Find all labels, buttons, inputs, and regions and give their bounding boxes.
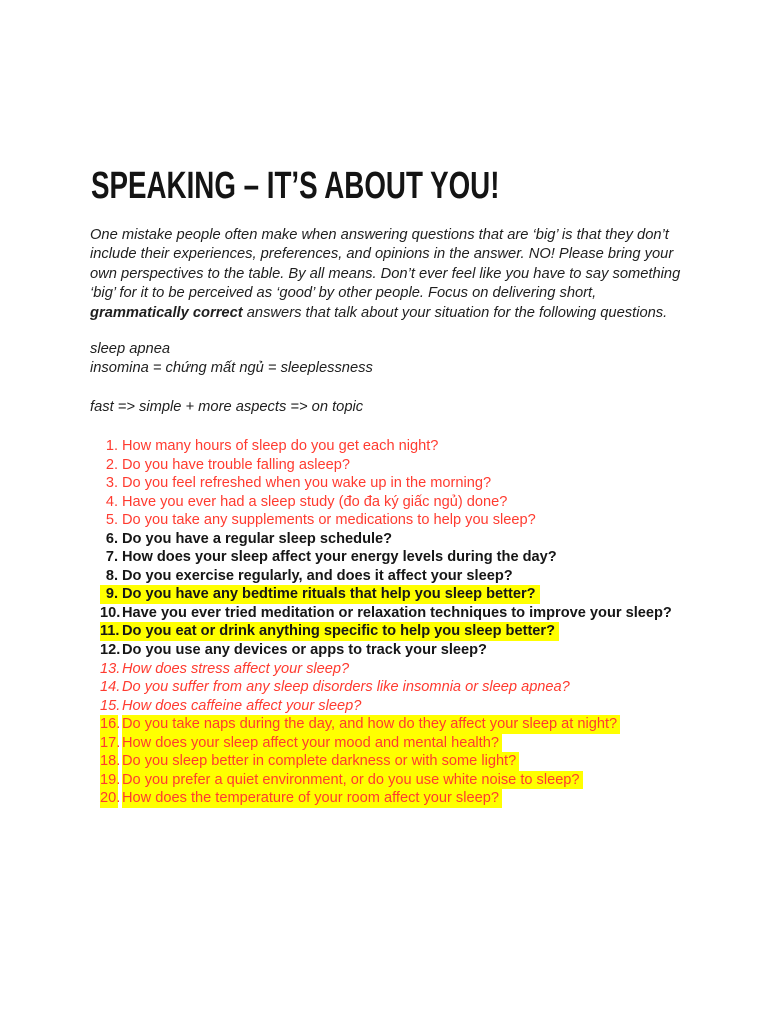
question-item (100, 511, 672, 530)
question-item (100, 715, 672, 734)
question-number: 15. (100, 697, 121, 714)
question-text: How does stress affect your sleep? (122, 660, 350, 677)
question-item (100, 585, 672, 604)
intro-text-before: One mistake people often make when answering questions that are ‘big’ is that they don’t include their experiences, preferences, and opinions in the answer. NO! Please bring your own perspectives to the table. By all means. Don’t ever feel like you have to say something ‘big’ for it to be perceived as ‘good’ by other people. Focus on delivering short, (90, 227, 681, 302)
question-number: 18. (100, 753, 121, 770)
question-text: How does your sleep affect your mood and mental health? (122, 734, 502, 753)
question-number: 2. (105, 456, 118, 473)
question-item (100, 697, 672, 716)
question-item (100, 734, 672, 753)
question-number: 10. (100, 604, 121, 621)
question-item (100, 604, 672, 623)
question-text: Do you prefer a quiet environment, or do you use white noise to sleep? (122, 771, 583, 790)
intro-paragraph (90, 226, 686, 323)
question-text: How does the temperature of your room affect your sleep? (122, 789, 502, 808)
question-item (100, 530, 672, 549)
strategy-note: fast => simple + more aspects => on topic (90, 399, 364, 415)
question-text: Do you sleep better in complete darkness or with some light? (122, 752, 519, 771)
question-number: 4. (105, 493, 118, 510)
question-item (100, 567, 672, 586)
highlight-band (100, 585, 540, 604)
question-number: 9. (105, 586, 118, 603)
question-item (100, 437, 672, 456)
question-number: 5. (105, 512, 118, 529)
question-text: How does your sleep affect your energy levels during the day? (122, 549, 557, 566)
question-item (100, 789, 672, 808)
question-number: 14. (100, 679, 121, 696)
question-number: 13. (100, 660, 121, 677)
question-number: 16. (100, 716, 121, 733)
question-list (100, 437, 672, 808)
question-number: 8. (105, 567, 118, 584)
question-number: 1. (105, 438, 118, 454)
question-text: Do you have any bedtime rituals that help you sleep better? (122, 586, 536, 603)
question-number: 7. (105, 549, 118, 566)
question-item (100, 622, 672, 641)
question-item (100, 456, 672, 475)
question-text: Do you take naps during the day, and how do they affect your sleep at night? (122, 715, 620, 734)
question-number: 17. (100, 734, 121, 751)
question-item (100, 474, 672, 493)
question-text: Do you feel refreshed when you wake up in the morning? (122, 475, 492, 492)
question-text: Do you have a regular sleep schedule? (122, 530, 393, 547)
question-item (100, 493, 672, 512)
question-text: How does caffeine affect your sleep? (122, 697, 362, 714)
question-number: 12. (100, 642, 121, 659)
vocab-note-line: sleep apnea (90, 341, 171, 357)
question-number: 19. (100, 771, 121, 788)
question-item (100, 641, 672, 660)
question-item (100, 752, 672, 771)
question-text: Do you use any devices or apps to track your sleep? (122, 642, 487, 659)
vocab-notes (90, 340, 373, 379)
question-item (100, 660, 672, 679)
question-number: 6. (105, 530, 118, 547)
highlight-band (100, 622, 559, 641)
question-item (100, 548, 672, 567)
question-text: Have you ever tried meditation or relaxation techniques to improve your sleep? (122, 604, 672, 621)
question-text: Do you suffer from any sleep disorders like insomnia or sleep apnea? (122, 679, 570, 696)
question-text: How many hours of sleep do you get each night? (122, 438, 439, 454)
question-text: Do you have trouble falling asleep? (122, 456, 350, 473)
page-title: SPEAKING – IT’S ABOUT YOU! (91, 165, 500, 207)
question-text: Do you take any supplements or medications to help you sleep? (122, 512, 536, 529)
vocab-note-line: insomina = chứng mất ngủ = sleeplessness (90, 360, 373, 377)
intro-text-after: answers that talk about your situation for the following questions. (242, 304, 668, 321)
question-item (100, 771, 672, 790)
question-text: Do you exercise regularly, and does it affect your sleep? (122, 567, 513, 584)
question-number: 3. (105, 475, 118, 492)
question-text: Do you eat or drink anything specific to help you sleep better? (122, 623, 556, 640)
question-item (100, 678, 672, 697)
question-number: 11. (100, 623, 120, 640)
question-number: 20. (100, 790, 121, 807)
question-text: Have you ever had a sleep study (đo đa ký giấc ngủ) done? (122, 493, 508, 510)
intro-text-bold: grammatically correct (90, 304, 243, 321)
